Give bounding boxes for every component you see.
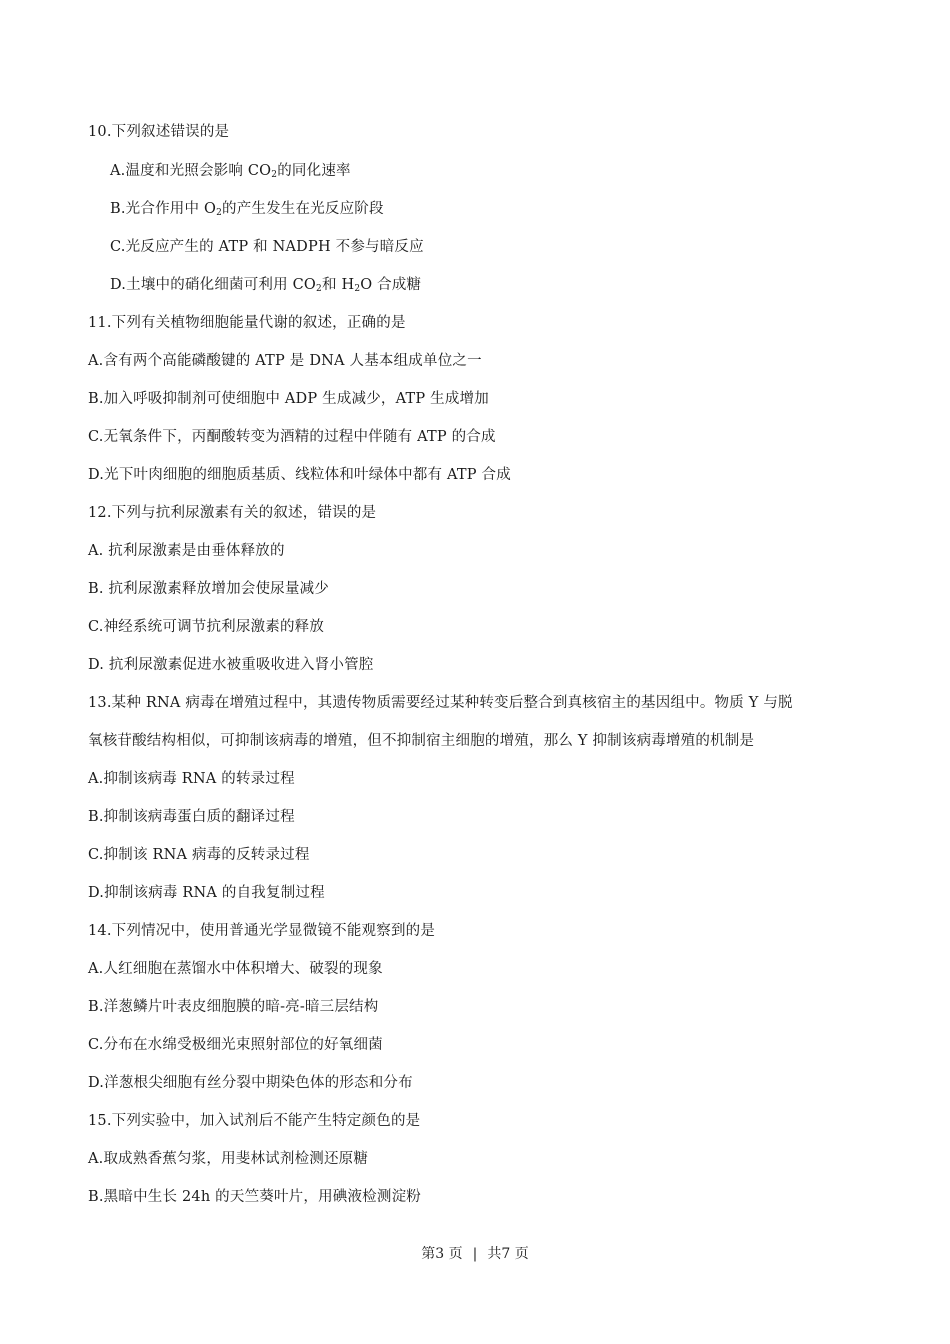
- question-14-option-d: D.洋葱根尖细胞有丝分裂中期染色体的形态和分布: [88, 1075, 413, 1091]
- footer-separator: |: [472, 1246, 478, 1262]
- question-15-stem: 15.下列实验中，加入试剂后不能产生特定颜色的是: [88, 1113, 421, 1129]
- page-total: 共7 页: [487, 1246, 529, 1262]
- question-14-option-b: B.洋葱鳞片叶表皮细胞膜的暗-亮-暗三层结构: [88, 999, 379, 1015]
- question-14-stem: 14.下列情况中，使用普通光学显微镜不能观察到的是: [88, 923, 436, 939]
- question-11-option-b: B.加入呼吸抑制剂可使细胞中 ADP 生成减少，ATP 生成增加: [88, 391, 489, 407]
- question-14-option-a: A.人红细胞在蒸馏水中体积增大、破裂的现象: [88, 961, 383, 977]
- question-11-stem: 11.下列有关植物细胞能量代谢的叙述，正确的是: [88, 315, 406, 331]
- question-13-stem-line-2: 氧核苷酸结构相似，可抑制该病毒的增殖，但不抑制宿主细胞的增殖，那么 Y 抑制该病毒增殖的机制是: [88, 733, 755, 749]
- question-13-option-a: A.抑制该病毒 RNA 的转录过程: [88, 771, 295, 787]
- question-12-option-b: B. 抗利尿激素释放增加会使尿量减少: [88, 581, 329, 597]
- question-13-option-d: D.抑制该病毒 RNA 的自我复制过程: [88, 885, 325, 901]
- question-12-option-a: A. 抗利尿激素是由垂体释放的: [88, 543, 285, 559]
- question-13-option-c: C.抑制该 RNA 病毒的反转录过程: [88, 847, 310, 863]
- question-15-option-a: A.取成熟香蕉匀浆，用斐林试剂检测还原糖: [88, 1151, 369, 1167]
- question-10-stem: 10.下列叙述错误的是: [88, 124, 230, 140]
- question-10-option-b: B.光合作用中 $O_2$的产生发生在光反应阶段: [110, 201, 384, 218]
- question-11-option-c: C.无氧条件下，丙酮酸转变为酒精的过程中伴随有 ATP 的合成: [88, 429, 496, 445]
- question-13-option-b: B.抑制该病毒蛋白质的翻译过程: [88, 809, 295, 825]
- question-15-option-b: B.黑暗中生长 24h 的天竺葵叶片，用碘液检测淀粉: [88, 1189, 421, 1205]
- question-10-option-c: C.光反应产生的 ATP 和 NADPH 不参与暗反应: [110, 239, 424, 255]
- question-12-option-d: D. 抗利尿激素促进水被重吸收进入肾小管腔: [88, 657, 374, 673]
- question-13-stem-line-1: 13.某种 RNA 病毒在增殖过程中，其遗传物质需要经过某种转变后整合到真核宿主的基因组中。物质 Y 与脱: [88, 695, 793, 711]
- question-10-option-a: A.温度和光照会影响 $CO_2$的同化速率: [110, 163, 351, 180]
- question-11-option-d: D.光下叶肉细胞的细胞质基质、线粒体和叶绿体中都有 ATP 合成: [88, 467, 511, 483]
- page-number: 第3 页: [421, 1246, 463, 1262]
- question-14-option-c: C.分布在水绵受极细光束照射部位的好氧细菌: [88, 1037, 383, 1053]
- question-10-option-d: D.土壤中的硝化细菌可利用 $CO_2$和 $H_2O$ 合成糖: [110, 277, 422, 294]
- question-12-option-c: C.神经系统可调节抗利尿激素的释放: [88, 619, 325, 635]
- question-11-option-a: A.含有两个高能磷酸键的 ATP 是 DNA 人基本组成单位之一: [88, 353, 482, 369]
- question-12-stem: 12.下列与抗利尿激素有关的叙述，错误的是: [88, 505, 377, 521]
- page-footer: [0, 1244, 950, 1264]
